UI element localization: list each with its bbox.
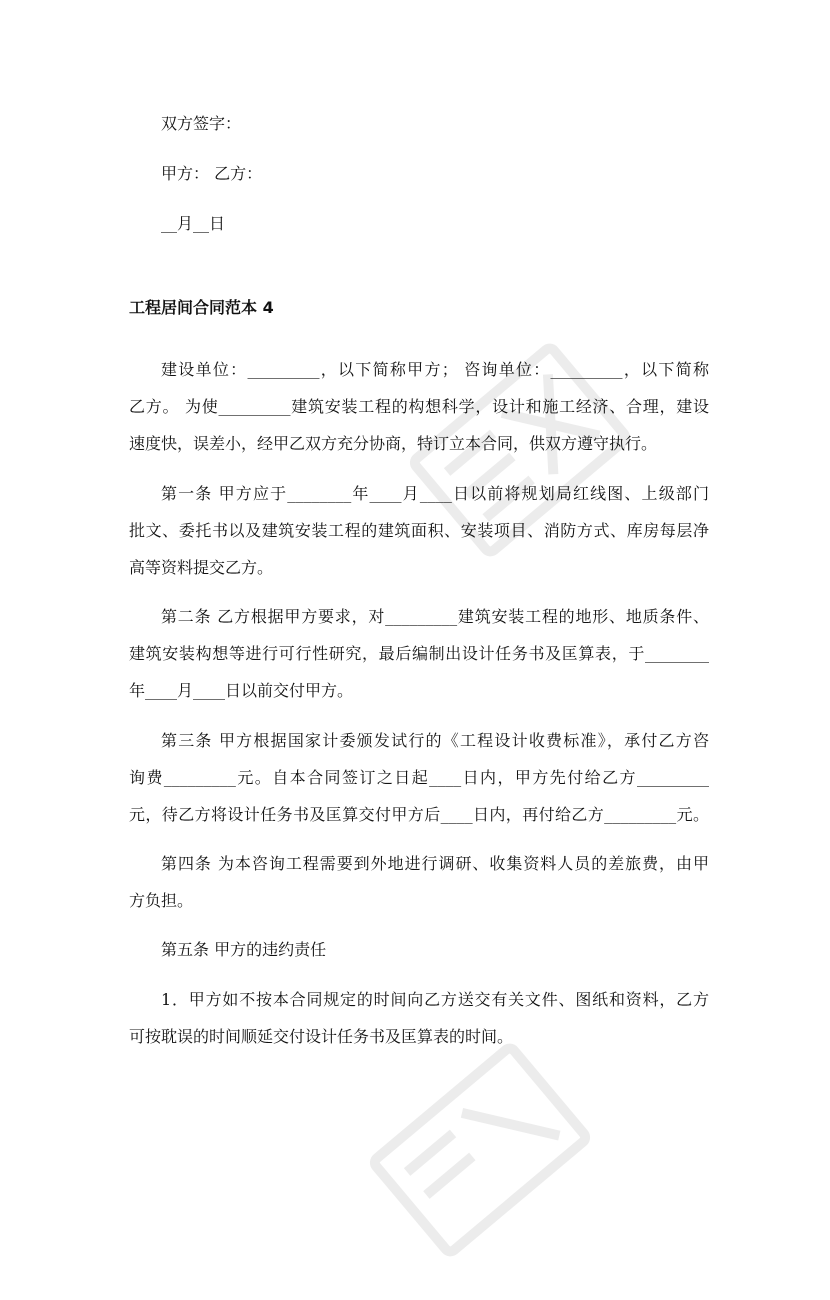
paragraph-line: 批文、委托书以及建筑安装工程的建筑面积、安装项目、消防方式、库房每层净 — [129, 521, 709, 540]
paragraph-line: 1．甲方如不按本合同规定的时间向乙方送交有关文件、图纸和资料，乙方 — [161, 990, 709, 1009]
contract-title: 工程居间合同范本 4 — [129, 298, 274, 317]
paragraph-line: 年____月____日以前交付甲方。 — [129, 681, 354, 700]
paragraph-line: 第一条 甲方应于________年____月____日以前将规划局红线图、上级部门 — [161, 484, 709, 503]
paragraph-line: 元，待乙方将设计任务书及匡算交付甲方后____日内，再付给乙方_________元。 — [129, 805, 709, 824]
paragraph-line: 高等资料提交乙方。 — [129, 558, 274, 577]
paragraph-line: 可按耽误的时间顺延交付设计任务书及匡算表的时间。 — [129, 1027, 514, 1046]
signature-label: 双方签字： — [161, 114, 242, 133]
paragraph-line: 乙方。 为使_________建筑安装工程的构想科学，设计和施工经济、合理，建设 — [129, 397, 709, 416]
paragraph-line: 第五条 甲方的违约责任 — [161, 940, 327, 959]
paragraph-line: 第三条 甲方根据国家计委颁发试行的《工程设计收费标准》，承付乙方咨 — [161, 731, 709, 750]
paragraph-line: 建筑安装构想等进行可行性研究，最后编制出设计任务书及匡算表，于________ — [129, 644, 709, 663]
signature-parties: 甲方： 乙方： — [161, 164, 263, 183]
paragraph-line: 建设单位：_________，以下简称甲方； 咨询单位：_________，以下简称 — [161, 360, 709, 379]
signature-date: __月__日 — [161, 214, 226, 233]
paragraph-line: 第二条 乙方根据甲方要求，对_________建筑安装工程的地形、地质条件、 — [161, 607, 709, 626]
paragraph-line: 询费_________元。自本合同签订之日起____日内，甲方先付给乙方_________ — [129, 768, 709, 787]
paragraph-line: 速度快，误差小，经甲乙双方充分协商，特订立本合同，供双方遵守执行。 — [129, 434, 658, 453]
paragraph-line: 第四条 为本咨询工程需要到外地进行调研、收集资料人员的差旅费，由甲 — [161, 854, 709, 873]
paragraph-line: 方负担。 — [129, 891, 194, 910]
